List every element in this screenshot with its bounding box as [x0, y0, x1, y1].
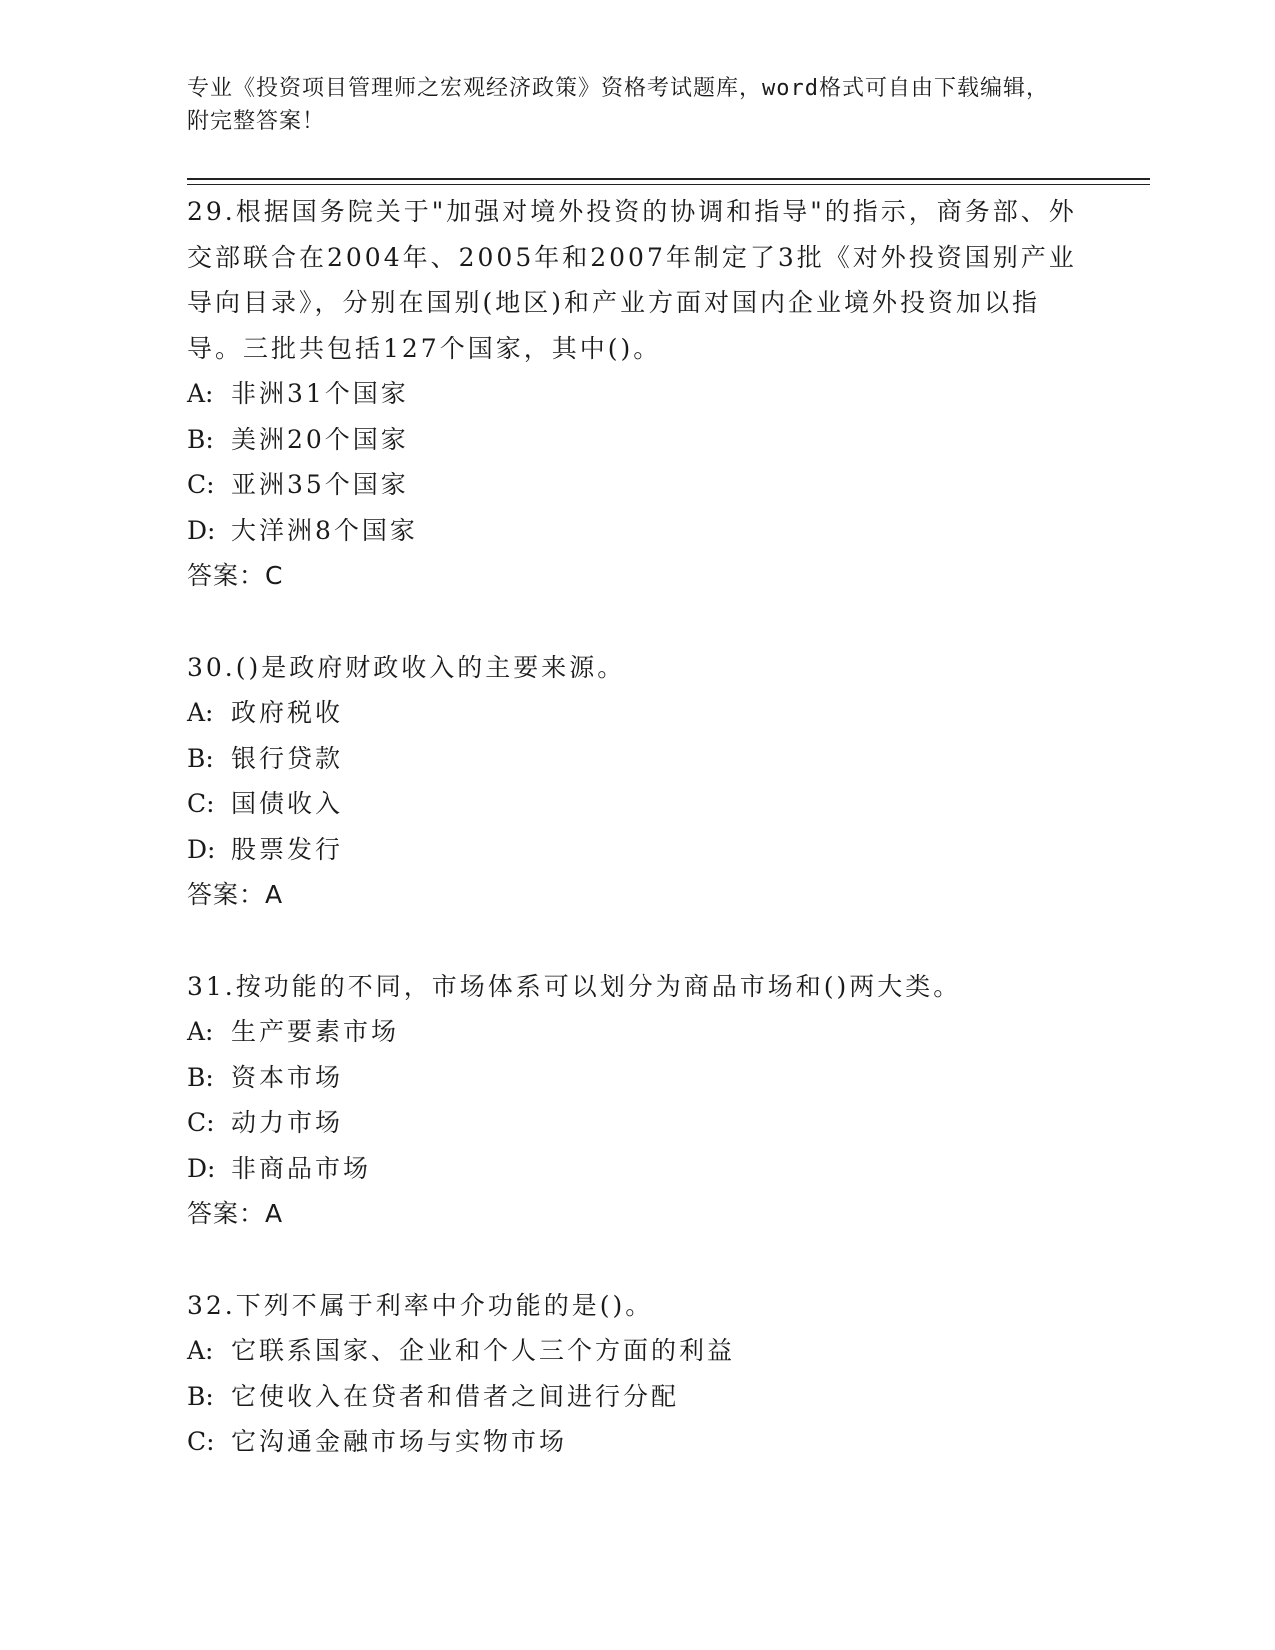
header-rule-thick [187, 178, 1150, 180]
option-letter: D: [187, 515, 216, 545]
option-a [187, 371, 1087, 417]
question-stem: 32.下列不属于利率中介功能的是()。 [187, 1290, 654, 1320]
answer-line [187, 553, 1087, 599]
option-letter: C: [187, 1108, 215, 1137]
option-text: 非洲31个国家 [231, 379, 409, 408]
option-letter: A: [187, 379, 214, 408]
option-letter: C: [187, 1427, 215, 1456]
question-29 [187, 189, 1087, 599]
option-text: 亚洲35个国家 [231, 470, 409, 499]
answer-label: 答案： [187, 561, 266, 590]
option-letter: D: [187, 834, 216, 864]
option-letter: B: [187, 424, 214, 454]
question-stem: 29.根据国务院关于"加强对境外投资的协调和指导"的指示，商务部、外交部联合在2004年、2005年和2007年制定了3批《对外投资国别产业导向目录》，分别在国别(地区)和产业方面对国内企业境外投资加以指导。三批共包括127个国家，其中()。 [187, 197, 1077, 363]
option-letter: A: [187, 1017, 214, 1046]
option-c [187, 1419, 1087, 1465]
answer-value: C [265, 561, 284, 590]
answer-value: A [265, 880, 284, 909]
option-text: 非商品市场 [231, 1153, 372, 1183]
option-text: 国债收入 [231, 789, 344, 818]
option-c [187, 462, 1087, 508]
option-text: 资本市场 [231, 1062, 344, 1092]
option-text: 生产要素市场 [231, 1017, 400, 1046]
option-b [187, 736, 1087, 782]
option-c [187, 781, 1087, 827]
option-letter: B: [187, 1381, 214, 1411]
option-d [187, 1146, 1087, 1192]
answer-line [187, 1191, 1087, 1237]
option-text: 动力市场 [231, 1108, 344, 1137]
question-stem: 31.按功能的不同，市场体系可以划分为商品市场和()两大类。 [187, 971, 962, 1001]
question-31 [187, 964, 1087, 1237]
option-c [187, 1100, 1087, 1146]
option-d [187, 508, 1087, 554]
option-letter: B: [187, 743, 214, 773]
option-text: 它联系国家、企业和个人三个方面的利益 [231, 1336, 736, 1365]
option-text: 美洲20个国家 [231, 424, 409, 454]
answer-label: 答案： [187, 1199, 266, 1228]
header-rule-thin [187, 184, 1150, 185]
option-b [187, 1374, 1087, 1420]
answer-line [187, 872, 1087, 918]
question-list [187, 189, 1087, 1511]
option-text: 政府税收 [231, 698, 344, 727]
option-b [187, 417, 1087, 463]
option-letter: C: [187, 470, 215, 499]
question-30 [187, 645, 1087, 918]
document-header: 专业《投资项目管理师之宏观经济政策》资格考试题库，word格式可自由下载编辑，附完整答案！ [187, 76, 1049, 134]
option-letter: A: [187, 1336, 214, 1365]
option-d [187, 827, 1087, 873]
option-letter: C: [187, 789, 215, 818]
option-b [187, 1055, 1087, 1101]
option-letter: D: [187, 1153, 216, 1183]
option-text: 大洋洲8个国家 [231, 515, 418, 545]
answer-label: 答案： [187, 880, 266, 909]
option-letter: B: [187, 1062, 214, 1092]
question-stem: 30.()是政府财政收入的主要来源。 [187, 652, 626, 682]
option-text: 股票发行 [231, 834, 344, 864]
option-text: 它沟通金融市场与实物市场 [231, 1427, 568, 1456]
option-a [187, 1009, 1087, 1055]
answer-value: A [265, 1199, 284, 1228]
option-text: 银行贷款 [231, 743, 344, 773]
option-text: 它使收入在贷者和借者之间进行分配 [231, 1381, 680, 1411]
option-letter: A: [187, 698, 214, 727]
question-32 [187, 1283, 1087, 1465]
option-a [187, 690, 1087, 736]
option-a [187, 1328, 1087, 1374]
